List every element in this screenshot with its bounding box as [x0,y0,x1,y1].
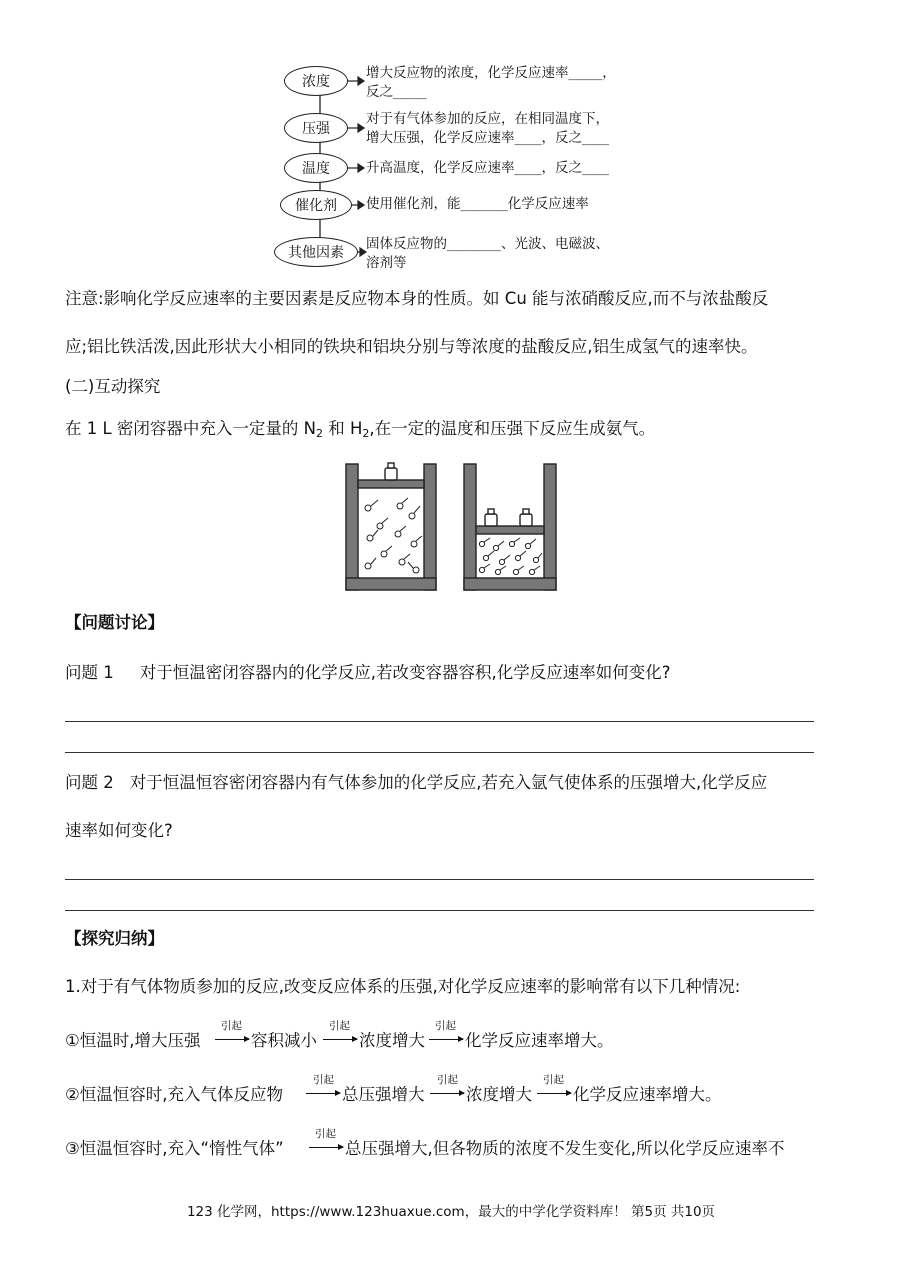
summary-heading: 【探究归纳】 [65,929,164,948]
container-left [346,463,436,590]
factor-oval-other: 其他因素 [274,237,358,267]
answer-line-1b [65,752,814,753]
summary-case-2: ②恒温恒容时,充入气体反应物 引起 总压强增大 引起 浓度增大 引起 化学反应速率增大。 [65,1074,722,1104]
section-title: (二)互动探究 [65,377,161,396]
causal-arrow [306,1093,340,1094]
causal-arrow [429,1039,463,1040]
arrow-label: 引起 [221,1020,242,1032]
causal-arrow [215,1039,249,1040]
summary-point-1: 1.对于有气体物质参加的反应,改变反应体系的压强,对化学反应速率的影响常有以下几种情况: [65,977,741,996]
factor-desc-concentration-1: 增大反应物的浓度，化学反应速率_____， [366,65,616,81]
causal-arrow [537,1093,571,1094]
factor-desc-other-2: 溶剂等 [366,255,407,271]
arrow-label: 引起 [435,1020,456,1032]
answer-line-2a [65,879,814,880]
question-2-label: 问题 2 [65,773,114,792]
discussion-heading: 【问题讨论】 [65,613,164,632]
factor-oval-temperature: 温度 [284,153,348,183]
factor-oval-pressure: 压强 [284,113,348,143]
causal-arrow [309,1147,343,1148]
container-right [464,464,556,590]
question-1-label: 问题 1 [65,663,114,682]
summary-case-3: ③恒温恒容时,充入“惰性气体” 引起 总压强增大,但各物质的浓度不发生变化,所以化学反应速率不 [65,1128,785,1158]
arrow-label: 引起 [315,1128,336,1140]
summary-case-1: ①恒温时,增大压强 引起 容积减小 引起 浓度增大 引起 化学反应速率增大。 [65,1020,614,1050]
question-2-line-2: 速率如何变化? [65,821,173,840]
factor-desc-pressure-2: 增大压强，化学反应速率____，反之____ [366,130,609,146]
arrow-label: 引起 [437,1074,458,1086]
factor-desc-catalyst: 使用催化剂，能_______化学反应速率 [366,196,589,212]
factor-desc-pressure-1: 对于有气体参加的反应，在相同温度下， [366,111,609,127]
factor-desc-other-1: 固体反应物的________、光波、电磁波、 [366,236,609,252]
note-line-1: 注意:影响化学反应速率的主要因素是反应物本身的性质。如 Cu 能与浓硝酸反应,而不与浓盐酸反 [65,289,769,308]
note-line-2: 应;铝比铁活泼,因此形状大小相同的铁块和铝块分别与等浓度的盐酸反应,铝生成氢气的速率快。 [65,337,758,356]
answer-line-1a [65,721,814,722]
question-2-line-1: 问题 2 对于恒温恒容密闭容器内有气体参加的化学反应,若充入氩气使体系的压强增大,化学反应 [65,773,768,792]
causal-arrow [323,1039,357,1040]
answer-line-2b [65,910,814,911]
factor-oval-concentration: 浓度 [284,66,348,96]
factor-oval-catalyst: 催化剂 [280,190,352,220]
factor-desc-temperature: 升高温度，化学反应速率____，反之____ [366,160,609,176]
arrow-label: 引起 [329,1020,350,1032]
pressure-containers-illustration [340,458,565,594]
factor-desc-concentration-2: 反之_____ [366,84,427,100]
page-footer: 123 化学网，https://www.123huaxue.com，最大的中学化学资料库！ 第5页 共10页 [186,1204,716,1220]
causal-arrow [430,1093,464,1094]
intro-text: 在 1 L 密闭容器中充入一定量的 $N_2$ 和 $H_2$,在一定的温度和压强下反应生成氨气。 [65,419,656,440]
arrow-label: 引起 [543,1074,564,1086]
question-1 [65,662,671,684]
arrow-label: 引起 [313,1074,334,1086]
factor-diagram [270,55,630,275]
question-1-text: 对于恒温密闭容器内的化学反应,若改变容器容积,化学反应速率如何变化? [139,663,671,682]
